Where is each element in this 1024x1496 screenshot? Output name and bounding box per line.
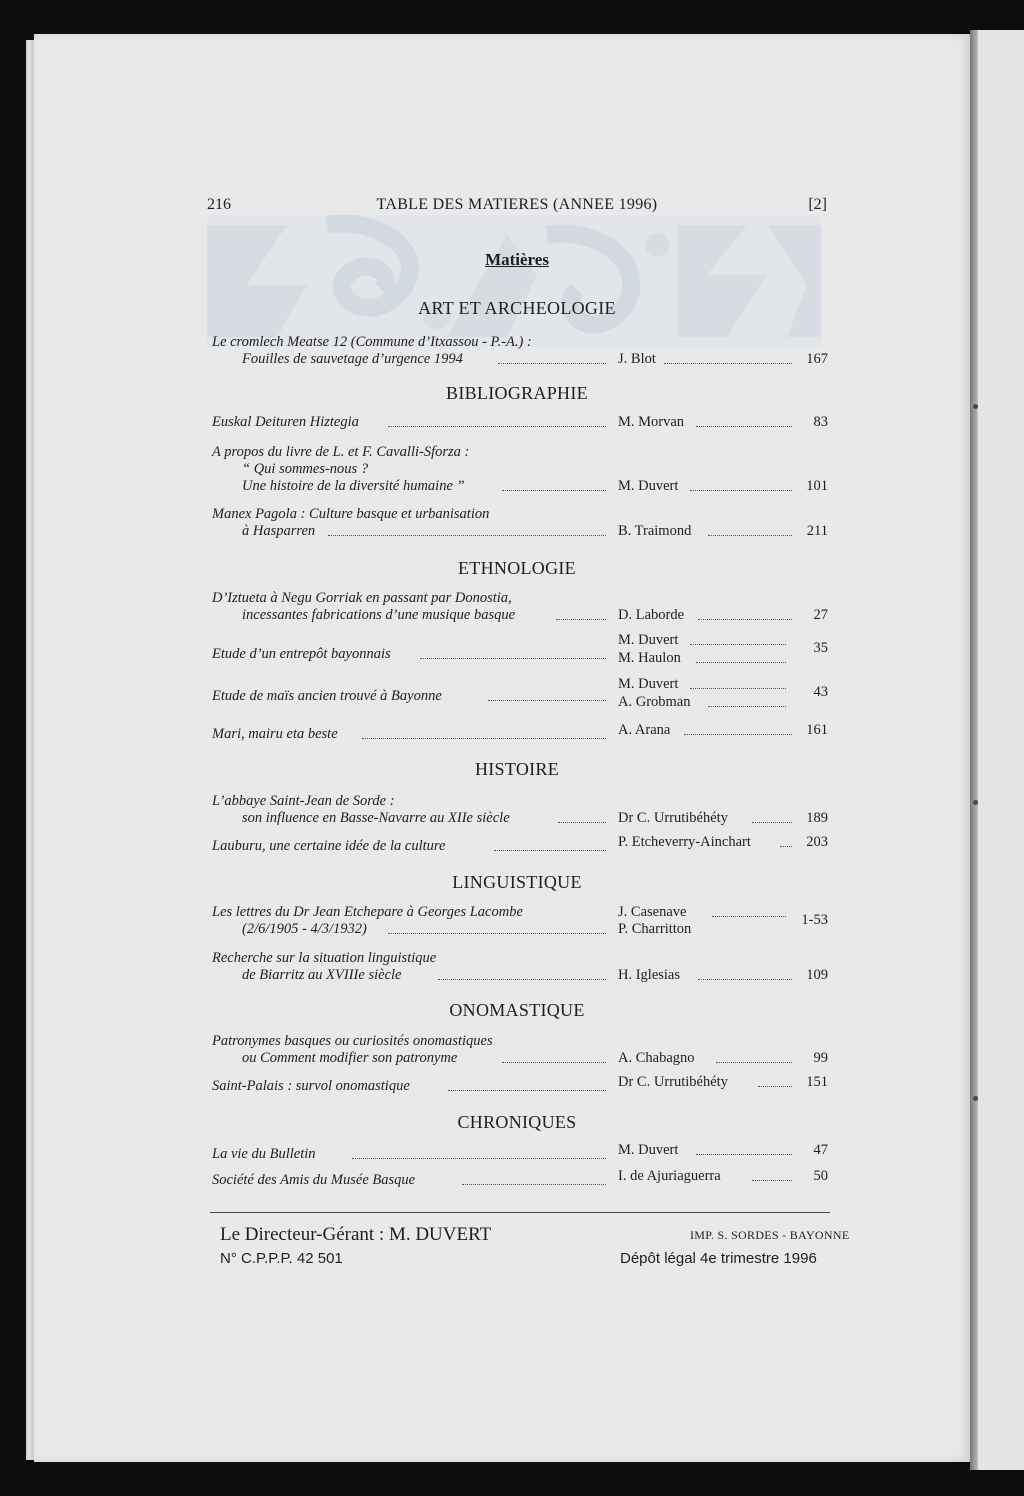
entry-author: I. de Ajuriaguerra — [618, 1168, 721, 1184]
entry-author: Dr C. Urrutibéhéty — [618, 1074, 728, 1090]
entry-title-cont: Fouilles de sauvetage d’urgence 1994 — [242, 351, 463, 367]
leader-dots — [780, 846, 792, 847]
section-heading: HISTOIRE — [474, 759, 560, 779]
toc-entry — [212, 1074, 828, 1094]
leader-dots — [388, 426, 606, 427]
section-heading: ETHNOLOGIE — [458, 558, 576, 578]
toc-entry — [212, 1168, 828, 1188]
entry-title: Le cromlech Meatse 12 (Commune d’Itxassou - P.-A.) : — [212, 334, 532, 350]
leader-dots — [558, 822, 606, 823]
entry-title: D’Iztueta à Negu Gorriak en passant par Donostia, — [212, 590, 512, 606]
section-heading: ART ET ARCHEOLOGIE — [418, 298, 616, 318]
entry-page: 203 — [806, 834, 828, 850]
entry-title: Lauburu, une certaine idée de la culture — [212, 838, 446, 854]
entry-author: M. Duvert — [618, 478, 679, 494]
leader-dots — [696, 1154, 792, 1155]
binding-stain — [973, 800, 978, 805]
entry-author: M. Morvan — [618, 414, 685, 430]
toc-entry — [212, 793, 828, 829]
running-header — [207, 196, 827, 218]
page-heading: Matières — [485, 250, 549, 269]
leader-dots — [362, 738, 606, 739]
section-heading: BIBLIOGRAPHIE — [446, 383, 588, 403]
leader-dots — [502, 1062, 606, 1063]
printer-line: IMP. S. SORDES - BAYONNE — [690, 1228, 850, 1242]
leader-dots — [462, 1184, 606, 1185]
entry-page: 109 — [806, 967, 828, 983]
section-heading: CHRONIQUES — [457, 1112, 577, 1132]
entry-page: 27 — [813, 607, 828, 623]
entry-title-cont: son influence en Basse-Navarre au XIIe siècle — [242, 810, 510, 826]
leader-dots — [420, 658, 606, 659]
entry-title: L’abbaye Saint-Jean de Sorde : — [212, 793, 395, 809]
header-title: TABLE DES MATIERES (ANNEE 1996) — [376, 196, 658, 213]
entry-page: 151 — [806, 1074, 828, 1090]
leader-dots — [696, 426, 792, 427]
entry-title-cont: à Hasparren — [242, 523, 316, 539]
footer-rule — [210, 1212, 830, 1213]
director-line: Le Directeur-Gérant : M. DUVERT — [220, 1224, 492, 1245]
leader-dots — [488, 700, 606, 701]
leader-dots — [664, 363, 792, 364]
leader-dots — [696, 662, 786, 663]
entry-page: 211 — [806, 523, 828, 539]
toc-entry — [212, 950, 828, 986]
entry-title-cont: de Biarritz au XVIIIe siècle — [242, 967, 402, 983]
entry-title: Euskal Deituren Hiztegia — [212, 414, 359, 430]
leader-dots — [328, 535, 606, 536]
entry-title: Recherche sur la situation linguistique — [212, 950, 437, 966]
toc-entry — [212, 334, 828, 370]
entry-title: Etude d’un entrepôt bayonnais — [212, 646, 391, 662]
entry-page: 43 — [813, 684, 828, 700]
entry-title: Manex Pagola : Culture basque et urbanisation — [212, 506, 490, 522]
entry-page: 83 — [813, 414, 828, 430]
leader-dots — [690, 688, 786, 689]
binding-stain — [973, 404, 978, 409]
leader-dots — [690, 644, 786, 645]
leader-dots — [448, 1090, 606, 1091]
entry-author: M. Duvert — [618, 632, 679, 648]
leader-dots — [752, 822, 792, 823]
entry-title: Mari, mairu eta beste — [212, 726, 338, 742]
entry-author: Dr C. Urrutibéhéty — [618, 810, 728, 826]
toc-entry — [212, 590, 828, 626]
entry-page: 35 — [813, 640, 828, 656]
toc-entry — [212, 676, 828, 712]
leader-dots — [556, 619, 606, 620]
toc-entry — [212, 632, 828, 668]
entry-author: A. Chabagno — [618, 1050, 695, 1066]
entry-author: H. Iglesias — [618, 967, 681, 983]
entry-page: 1-53 — [801, 912, 828, 928]
leader-dots — [684, 734, 792, 735]
binding-stain — [973, 1096, 978, 1101]
entry-author: J. Blot — [618, 351, 656, 367]
entry-title-cont: incessantes fabrications d’une musique basque — [242, 607, 516, 623]
leader-dots — [498, 363, 606, 364]
entry-page: 101 — [806, 478, 828, 494]
leader-dots — [352, 1158, 606, 1159]
entry-page: 167 — [806, 351, 828, 367]
header-code: [2] — [808, 196, 827, 213]
entry-page: 99 — [813, 1050, 828, 1066]
leader-dots — [708, 535, 792, 536]
leader-dots — [502, 490, 606, 491]
entry-author: J. Casenave — [618, 904, 687, 920]
entry-title-cont: Une histoire de la diversité humaine ” — [242, 478, 465, 494]
leader-dots — [438, 979, 606, 980]
entry-page: 161 — [806, 722, 828, 738]
leader-dots — [708, 706, 786, 707]
toc-entry — [212, 1033, 828, 1069]
entry-title: A propos du livre de L. et F. Cavalli-Sforza : — [212, 444, 470, 460]
entry-author: A. Grobman — [618, 694, 691, 710]
entry-title: Société des Amis du Musée Basque — [212, 1172, 416, 1188]
entry-author: M. Duvert — [618, 1142, 679, 1158]
entry-title: Etude de maïs ancien trouvé à Bayonne — [212, 688, 442, 704]
legal-deposit: Dépôt légal 4e trimestre 1996 — [620, 1250, 817, 1267]
entry-author: B. Traimond — [618, 523, 692, 539]
entry-title: Patronymes basques ou curiosités onomastiques — [212, 1033, 493, 1049]
leader-dots — [494, 850, 606, 851]
leader-dots — [758, 1086, 792, 1087]
entry-page: 50 — [813, 1168, 828, 1184]
entry-author: D. Laborde — [618, 607, 685, 623]
entry-author: M. Haulon — [618, 650, 681, 666]
leader-dots — [388, 933, 606, 934]
decorative-banner — [207, 215, 821, 347]
toc-entry — [212, 904, 828, 940]
entry-title: Saint-Palais : survol onomastique — [212, 1078, 410, 1094]
leader-dots — [712, 916, 786, 917]
leader-dots — [716, 1062, 792, 1063]
section-heading: LINGUISTIQUE — [452, 872, 582, 892]
toc-entry — [212, 506, 828, 542]
entry-author: A. Arana — [618, 722, 671, 738]
entry-title-cont: “ Qui sommes-nous ? — [242, 461, 369, 477]
toc-entry — [212, 722, 828, 742]
toc-entry — [212, 414, 828, 434]
entry-author: P. Charritton — [618, 921, 692, 937]
binding — [970, 30, 978, 1470]
entry-title: Les lettres du Dr Jean Etchepare à Georges Lacombe — [212, 904, 523, 920]
entry-author: P. Etcheverry-Ainchart — [618, 834, 751, 850]
entry-title-cont: (2/6/1905 - 4/3/1932) — [242, 921, 367, 937]
toc-entry — [212, 444, 828, 498]
leader-dots — [752, 1180, 792, 1181]
entry-page: 189 — [806, 810, 828, 826]
page-number: 216 — [207, 196, 231, 213]
entry-author: M. Duvert — [618, 676, 679, 692]
toc-entry — [212, 1142, 828, 1162]
leader-dots — [690, 490, 792, 491]
entry-title: La vie du Bulletin — [212, 1146, 316, 1162]
entry-page: 47 — [813, 1142, 828, 1158]
entry-title-cont: ou Comment modifier son patronyme — [242, 1050, 458, 1066]
next-page — [976, 30, 1024, 1470]
section-heading: ONOMASTIQUE — [449, 1000, 585, 1020]
leader-dots — [698, 619, 792, 620]
toc-entry — [212, 834, 828, 854]
cppp-number: N° C.P.P.P. 42 501 — [220, 1250, 343, 1267]
leader-dots — [698, 979, 792, 980]
